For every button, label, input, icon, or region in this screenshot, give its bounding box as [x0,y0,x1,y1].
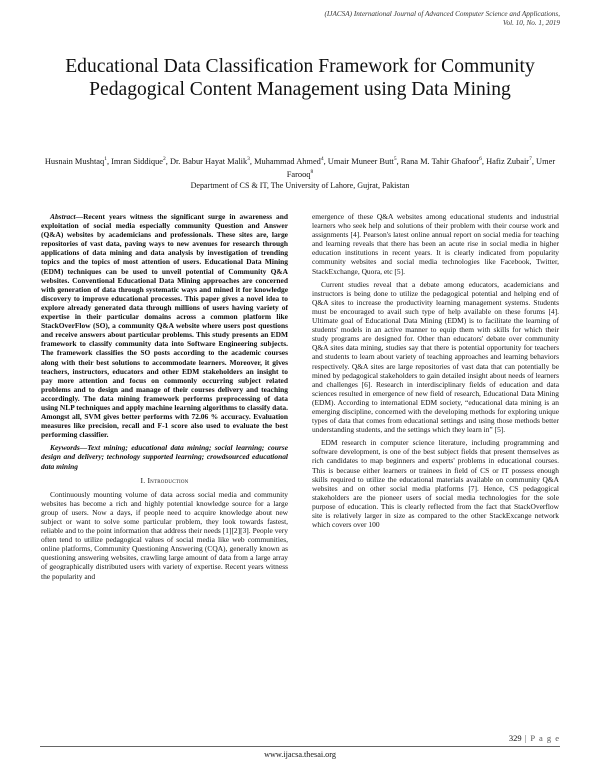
section-number: I. [140,475,146,485]
keywords-text: Text mining; educational data mining; social learning; course design and delivery; technology supported learning; crowdsourced educational data mining [41,443,288,471]
author-list [40,154,560,180]
page-number-value: 329 [508,733,522,743]
journal-name: (IJACSA) International Journal of Advanced Computer Science and Applications, [324,10,560,18]
journal-url: www.ijacsa.thesai.org [264,750,336,759]
journal-header [200,10,560,28]
author-name: Dr. Babur Hayat Malik [169,156,248,166]
author-affiliation-mark: 3 [247,156,250,162]
author-affiliation-mark: 8 [310,168,314,175]
right-column [312,212,559,712]
author-name: Umair Muneer Butt [327,156,394,166]
author-name: Husnain Mushtaq [44,156,105,166]
body-paragraph: Current studies reveal that a debate among educators, academicians and instructors is being done to utilize the pedagogical potential and helping end of Q&A sites to increase the productivity learning management systems. Students must be encouraged to avail such type of help available on these forums [4]. Ultimate goal of Educational Data Mining (EDM) is to facilitate the learning of students' models in an active manner to equip them with skills for which their study programs are designed for. Other than educators' debate over community Q&A sites data mining, studies say that there is potential opportunity for teachers and students to learn about variety of teaching approaches and learning behaviors respectively. Q&A sites are large repositories of vast data that can potentially be mined by pedagogical stakeholders to gain detailed insight about needs of learners and challenges [6]. Research in interdisciplinary fields of education and data sciences resulted in emergence of new field of research, Educational Data Mining (EDM). According to international EDM society, “educational data mining is an emerging discipline, concerned with the developing methods for exploring unique types of data that comes from educational settings and using those methods better understanding students, and the settings which they learn in” [5]. [312,279,559,435]
page-label: | P a g e [524,733,560,743]
body-paragraph: Continuously mounting volume of data across social media and community websites has become a rich and highly potential knowledge source for a large group of users. Now a days, if people need to acquire knowledge about new subject or want to solve some particular problem, they look towards fastest, reliable and to the point information that address their needs [1][2][3]. People very often tend to utilize pedagogical values of social media like web communities, online platforms, Community Questioning Answering (CQA), generally known as questioning answering websites, crawling large amount of data from a large array of geographically distributed users with variety of expertise. Recent years witness the popularity and [41,489,288,581]
affiliation: Department of CS & IT, The University of Lahore, Gujrat, Pakistan [190,181,410,190]
author-affiliation-mark: 5 [393,156,397,162]
section-heading [41,476,288,485]
author-name: Hafiz Zubair [486,156,530,166]
author-affiliation-mark: 1 [104,156,107,162]
author-name: Rana M. Tahir Ghafoor [400,156,480,166]
author-affiliation-mark: 4 [320,156,324,162]
paper-title: Educational Data Classification Framework for Community Pedagogical Content Management using Data Mining [65,56,535,100]
author-separator: , [249,156,255,166]
author-name: Imran Siddique [111,156,163,166]
author-separator: , [106,156,112,166]
section-title: Introduction [147,475,189,485]
body-paragraph: EDM research in computer science literature, including programming and software development, is one of the best subject fields that present themselves as rich candidates to map beginners and experts' problems in educational courses. This is because either learners or trainees in field of CS or IT possess enough skills required to utilize the educational materials available on community Q&A websites and on other social media platforms [7]. Hence, CS pedagogical stakeholders are the pioneer users of social media technologies for the sole purpose of education. This is clearly reflected from the fact that StackOverflow site is relatively larger in size as compared to the other StackExcange network which covers over 100 [312,438,559,530]
author-separator: , [323,156,328,166]
journal-volume: Vol. 10, No. 1, 2019 [502,19,560,27]
body-paragraph: emergence of these Q&A websites among educational students and industrial learners who seek help and solutions of their problem with their course work and assignments [4]. Pearson's latest online annual report on social media for teaching and learning reveals that there has been an acute rise in social media in higher education institutions in recent years. It is clearly indicated from popularity community websites and social media technologies like Facebook, Twitter, StackExchange, Quora, etc [5]. [312,212,559,276]
footer-divider [40,746,560,747]
author-affiliation-mark: 6 [479,156,482,162]
abstract-label: Abstract— [50,212,84,221]
author-name: Muhammad Ahmed [254,156,321,166]
author-separator: , [165,156,170,166]
page-number [505,733,560,743]
left-column [41,212,288,712]
abstract-text: Recent years witness the significant surge in awareness and exploitation of social media especially community Question and Answer (Q&A) websites by academicians and professionals. These sites are, large repositories of vast data, paving ways to new avenues for research through applications of data mining and data analysis by investigation of trending topics and the topics of most attention of users. Educational Data Mining (EDM) techniques can be used to unveil potential of Community Q&A websites. Conventional Educational Data Mining approaches are concerned with generation of data through systematic ways and mined it for knowledge discovery to improve educational processes. This paper gives a novel idea to explore already generated data through millions of users having variety of expertise in their particular domains across a common platform like StackOverFlow (SO), a community Q&A website where users post questions and receive answers about particular problems. This study presents an EDM framework to classify community data into Software Engineering subjects. The framework classifies the SO posts according to the academic courses along with their best solutions to accommodate learners. Moreover, it gives teachers, instructors, educators and other EDM stakeholders an insight to pay more attention and focus on commonly occurring subject related problems and to design and manage of their courses delivery and teaching accordingly. The data mining framework performs preprocessing of data using NLP techniques and apply machine learning algorithms to classify data. Amongst all, SVM gives better performs with 72.06 % accuracy. Evaluation measures like precision, recall and F-1 score also used to evaluate the best performing classifier. [41,212,288,440]
keywords [41,443,288,470]
author-name: Umer Farooq [286,156,556,179]
author-affiliation-mark: 2 [163,156,166,162]
keywords-label: Keywords— [50,443,88,453]
author-separator: , [481,156,487,166]
author-affiliation-mark: 7 [529,156,532,162]
author-separator: , [531,156,537,166]
author-separator: , [396,156,401,166]
abstract [41,212,288,439]
